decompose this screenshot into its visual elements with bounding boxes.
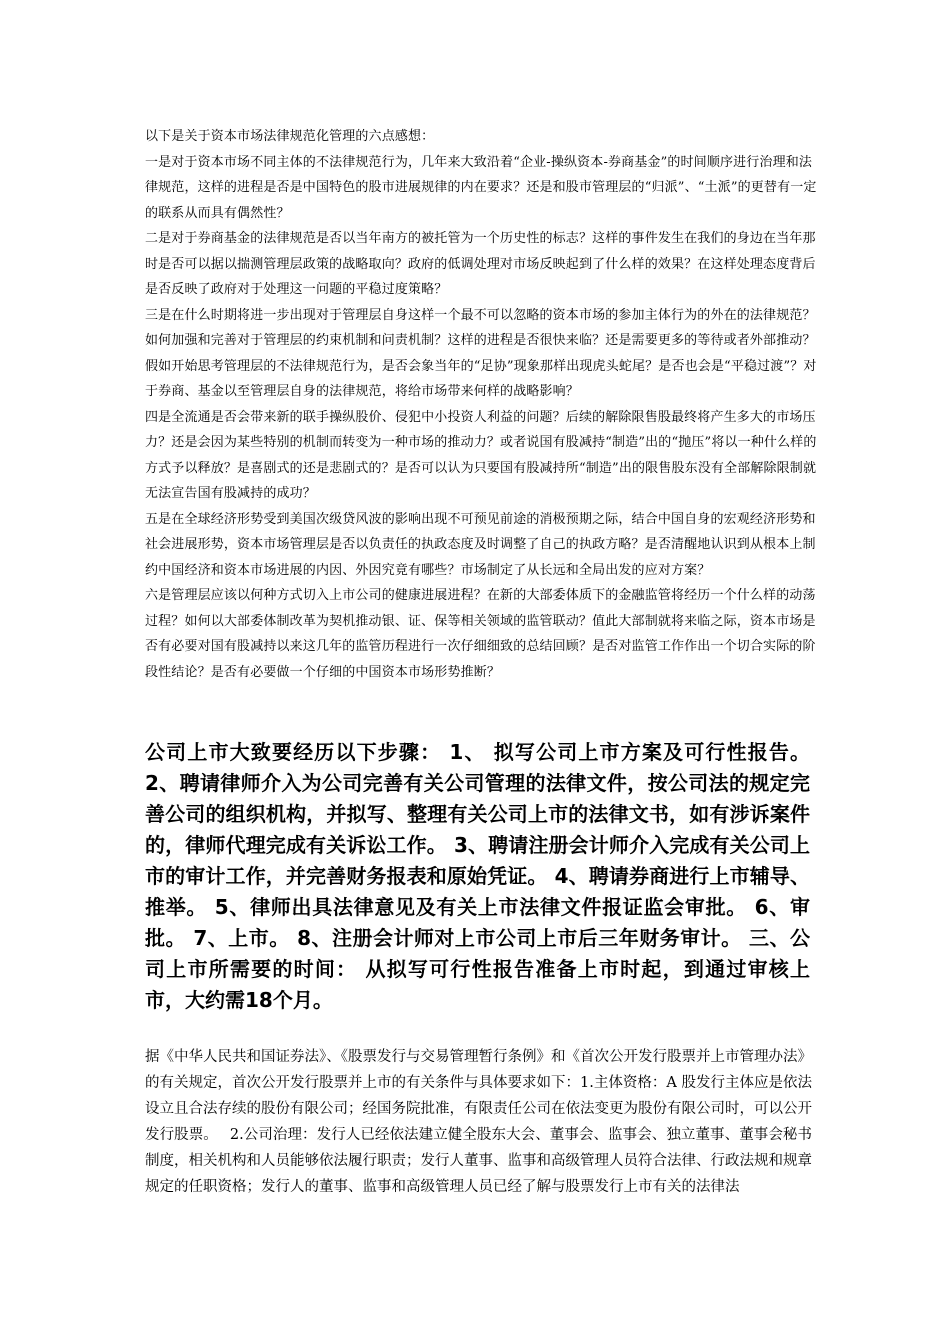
reflection-paragraph-3: 三是在什么时期将进一步出现对于管理层自身这样一个最不可以忽略的资本市场的参加主体行为的外在的法律规范？如何加强和完善对于管理层的约束机制和问责机制？这样的进程是否很快来临？还是需要更多的等待或者外部推动？假如开始思考管理层的不法律规范行为，是否会象当年的“足协”现象那样出现虎头蛇尾？是否也会是“平稳过渡”？对于券商、基金以至管理层自身的法律规范，将给市场带来何样的战略影响？ bbox=[145, 307, 817, 399]
listing-steps-section bbox=[145, 737, 810, 1016]
reflection-paragraph-4: 四是全流通是否会带来新的联手操纵股价、侵犯中小投资人利益的问题？后续的解除限售股最终将产生多大的市场压力？还是会因为某些特别的机制而转变为一种市场的推动力？或者说国有股减持“制造”出的“抛压”将以一种什么样的方式予以释放？是喜剧式的还是悲剧式的？是否可以认为只要国有股减持所“制造”出的限售股东没有全部解除限制就无法宣告国有股减持的成功？ bbox=[145, 409, 817, 501]
reflections-section bbox=[145, 124, 817, 685]
ipo-conditions-section bbox=[145, 1044, 812, 1200]
reflection-paragraph-2: 二是对于券商基金的法律规范是否以当年南方的被托管为一个历史性的标志？这样的事件发生在我们的身边在当年那时是否可以据以揣测管理层政策的战略取向？政府的低调处理对市场反映起到了什么样的效果？在这样处理态度背后是否反映了政府对于处理这一问题的平稳过度策略？ bbox=[145, 231, 816, 297]
reflection-paragraph-6: 六是管理层应该以何种方式切入上市公司的健康进展进程？在新的大部委体质下的金融监管将经历一个什么样的动荡过程？如何以大部委体制改革为契机推动银、证、保等相关领域的监管联动？值此大部制就将来临之际，资本市场是否有必要对国有股减持以来这几年的监管历程进行一次仔细细致的总结回顾？是否对监管工作作出一个切合实际的阶段性结论？是否有必要做一个仔细的中国资本市场形势推断？ bbox=[145, 588, 816, 680]
listing-steps-paragraph: 公司上市大致要经历以下步骤： 1、 拟写公司上市方案及可行性报告。 2、聘请律师介入为公司完善有关公司管理的法律文件，按公司法的规定完善公司的组织机构，并拟写、整理有关公司上市的法律文书，如有涉诉案件的，律师代理完成有关诉讼工作。 3、聘请注册会计师介入完成有关公司上市的审计工作，并完善财务报表和原始凭证。 4、聘请券商进行上市辅导、推举。 5、律师出具法律意见及有关上市法律文件报证监会审批。 6、审批。 7、上市。 8、注册会计师对上市公司上市后三年财务审计。 三、公司上市所需要的时间： 从拟写可行性报告准备上市时起，到通过审核上市，大约需18个月。 bbox=[145, 740, 810, 1012]
ipo-conditions-paragraph: 据《中华人民共和国证券法》、《股票发行与交易管理暂行条例》和《首次公开发行股票并上市管理办法》的有关规定，首次公开发行股票并上市的有关条件与具体要求如下：1.主体资格：A 股发行主体应是依法设立且合法存续的股份有限公司；经国务院批准，有限责任公司在依法变更为股份有限公司时，可以公开发行股票。 2.公司治理：发行人已经依法建立健全股东大会、董事会、监事会、独立董事、董事会秘书制度，相关机构和人员能够依法履行职责；发行人董事、监事和高级管理人员符合法律、行政法规和规章规定的任职资格；发行人的董事、监事和高级管理人员已经了解与股票发行上市有关的法律法 bbox=[145, 1049, 812, 1195]
reflections-intro: 以下是关于资本市场法律规范化管理的六点感想： bbox=[145, 129, 435, 144]
reflection-paragraph-1: 一是对于资本市场不同主体的不法律规范行为，几年来大致沿着“企业-操纵资本-券商基金”的时间顺序进行治理和法律规范，这样的进程是否是中国特色的股市进展规律的内在要求？还是和股市管理层的“归派”、“土派”的更替有一定的联系从而具有偶然性？ bbox=[145, 154, 817, 221]
reflection-paragraph-5: 五是在全球经济形势受到美国次级贷风波的影响出现不可预见前途的消极预期之际，结合中国自身的宏观经济形势和社会进展形势，资本市场管理层是否以负责任的执政态度及时调整了自己的执政方略？是否清醒地认识到从根本上制约中国经济和资本市场进展的内因、外因究竟有哪些？市场制定了从长远和全局出发的应对方案？ bbox=[145, 511, 816, 578]
